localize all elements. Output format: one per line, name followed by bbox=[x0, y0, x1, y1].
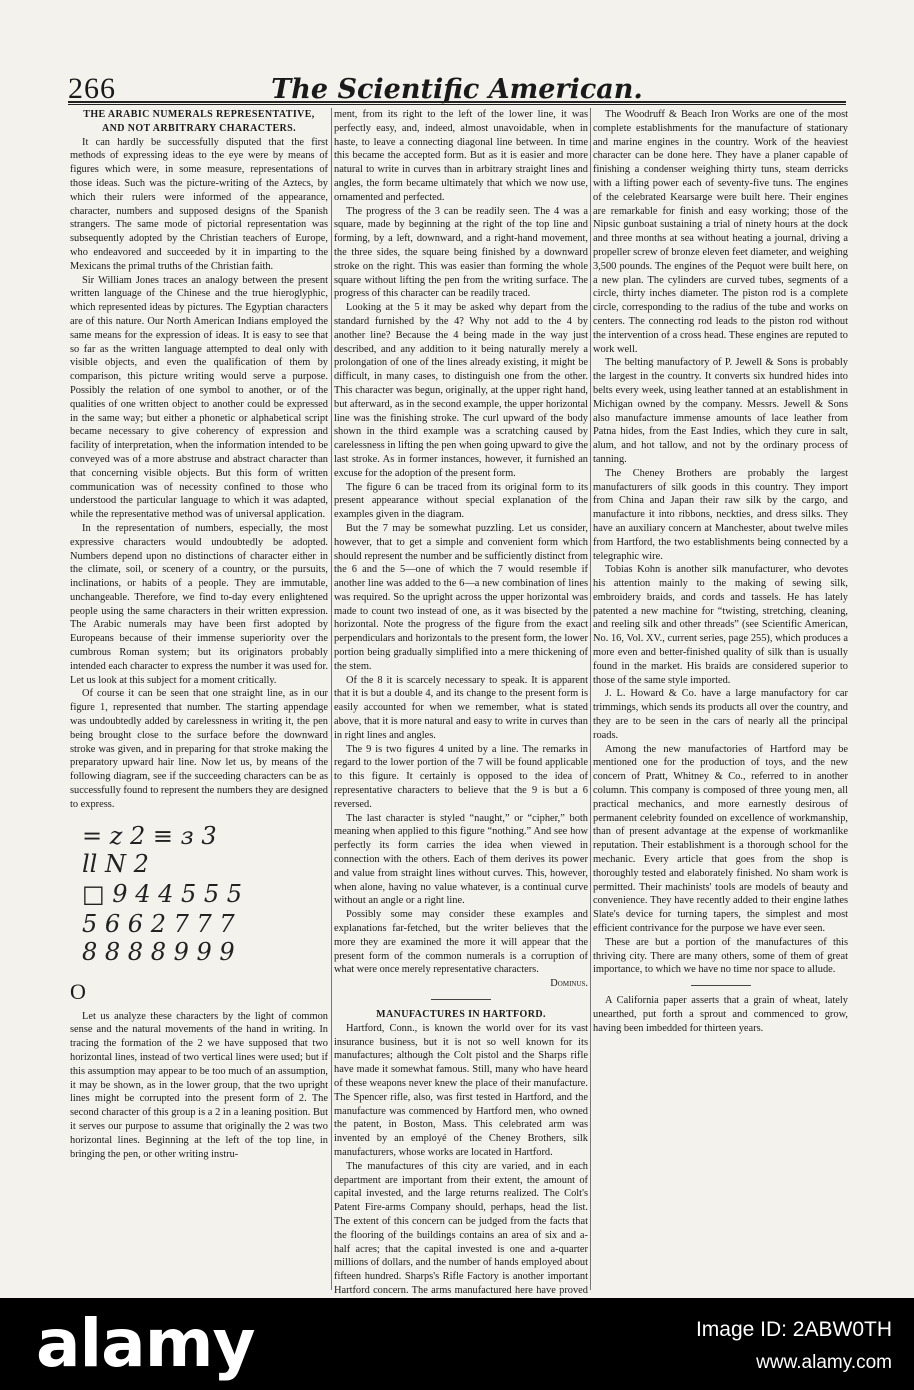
paragraph: Among the new manufactories of Hartford may be mentioned one for the production of toys, and the new concern of Pratt, Whitney & Co., referred to in another column. This company is composed of three young men, all practical mechanics, and more earnestly desirous of permanent celebrity founded on excellence of workmanship, than of present advantage at the expense of workmanlike reputation. Their establishment is a thorough school for the mechanic. Every article that goes from the shop is thoroughly tested and elaborately finished. No sham work is permitted. Their machinists' tools are models of beauty and convenience. They have recently added to their engine lathes Slate's device for turning tapers, the simplest and most efficient contrivance for the purpose we have ever seen. bbox=[593, 743, 848, 935]
paragraph: Tobias Kohn is another silk manufacturer, who devotes his attention mainly to the making of sewing silk, embroidery braids, and cords and tassels. He has lately patented a new machine for “twisting, stretching, cleaning, and reeling silk and other threads” (see Scientific American, No. 16, Vol. XV., current series, page 255), which produces a more even and better-finished quality of silk than is usually found in the market. His braids are considered superior to those of the same style imported. bbox=[593, 564, 848, 686]
diagram-row-3: □ 9 4 4 5 5 5 bbox=[82, 879, 243, 908]
section-divider bbox=[431, 999, 491, 1000]
numerals-diagram bbox=[70, 822, 328, 974]
paragraph: The belting manufactory of P. Jewell & Sons is probably the largest in the country. It converts six hundred hides into belts every week, using leather tanned at an establishment in Michigan owned by the company. Messrs. Jewell & Sons also manufacture immense amounts of lace leather from Patna hides, from the East Indies, which they cure in salt, alum, and hot tallow, and not by the ordinary process of tanning. bbox=[593, 357, 848, 465]
diagram-row-6: O bbox=[70, 978, 86, 1004]
column-2 bbox=[334, 108, 588, 1353]
signature: Dominus. bbox=[550, 978, 588, 990]
paragraph: Looking at the 5 it may be asked why depart from the standard furnished by the 4? Why not add to the 4 by another line? Because the 4 being made in the way just described, and any addition to it being naturally merely a prolongation of one of the lines already existing, it might be difficult, in many cases, to distinguish one from the other. This character was begun, originally, at the upper right hand, but afterward, as in the second example, the upper horizontal line was the finishing stroke. The curl upward of the body shown in the third example was a scratching caused by carelessness in lifting the pen when going upward to give the last stroke. As in former instances, however, it furnished an excuse for the adoption of the present form. bbox=[334, 302, 588, 479]
column-divider bbox=[590, 108, 591, 1290]
paragraph: Of the 8 it is scarcely necessary to speak. It is apparent that it is but a double 4, and its change to the present form is easily accounted for when we remember, what is stated above, that it is more natural and easy to write in curves than in right lines and angles. bbox=[334, 674, 588, 741]
paragraph: J. L. Howard & Co. have a large manufactory for car trimmings, which sends its products all over the country, and they are to be seen in the cars of nearly all the principal roads. bbox=[593, 688, 848, 741]
image-id-label: Image ID: 2ABW0TH bbox=[695, 1318, 892, 1341]
column-1 bbox=[70, 108, 328, 1161]
paragraph: The manufactures of this city are varied, and in each department are important from their extent, the amount of capital invested, and the large returns realized. The Colt's Patent Fire-arms Company should, perhaps, head the list. The extent of this concern can be judged from the facts that the flooring of the buildings contains an area of six and a-half acres; that the capital invested is one and a-quarter millions of dollars, and the number of hands employed about fifteen hundred. Sharps's Rifle Factory is another important Hartford concern. The arms manufactured here have proved bbox=[334, 1160, 588, 1296]
paragraph: But the 7 may be somewhat puzzling. Let us consider, however, that to get a simple and convenient form which should represent the number and be sufficiently distinct from the 6 and the 5—one of which the 7 would resemble if another line was added to the 6—a new combination of lines was required. So the upright across the upper horizontal was made to count two instead of one, as it was bisected by the horizontal. Note the progress of the figure from the exact perpendiculars and horizontals to the present form, the lower portion being gradually simplified into a mere thickening of the stem. bbox=[334, 522, 588, 672]
diagram-row-4: 5 6 6 2 7 7 7 bbox=[82, 909, 235, 938]
paragraph: The Woodruff & Beach Iron Works are one of the most complete establishments for the manufacture of stationary and marine engines in the country. Work of the heaviest character can be done here. They have a planer capable of finishing a condenser weighing thirty tuns, steam derricks with a lifting power each of seventy-five tuns. The engines of the celebrated Kearsarge were built here. Their engines are remarkable for finish and easy working; those of the Nipsic gunboat sustaining a trial of ninety hours at the dock and three months at sea without heating a journal, driving a propeller screw of bronze eleven feet diameter, and weighing 3,500 pounds. The engines of the Pequot were built here, on a new plan. The cylinders are curved tubes, segments of a circle, thirty inches diameter. The piston rod is a complete circle, corresponding to the radius of the tube and works on centers. The connecting rod leads to the piston rod without the intervention of a cross head. These engines are reputed to work well. bbox=[593, 109, 848, 355]
paragraph: The last character is styled “naught,” or “cipher,” both meaning when applied to this figure “nothing.” And see how perfectly its form carries the idea when viewed in connection with the others. Each of them derives its power and value from straight lines without curves. This, however, when alone, having no value whatever, is a continual curve without an angle or a right line. bbox=[334, 812, 588, 907]
numerals-diagram-figure bbox=[70, 822, 328, 974]
paragraph: The 9 is two figures 4 united by a line. The remarks in regard to the lower portion of the 7 will be found applicable to this figure. It certainly is opposed to the idea of representative characters to believe that the 9 is but a 6 reversed. bbox=[334, 743, 588, 810]
column-3 bbox=[593, 108, 848, 1036]
paragraph: These are but a portion of the manufactures of this thriving city. There are many others, some of them of great importance, to which we have no time nor space to allude. bbox=[593, 936, 848, 976]
column-divider bbox=[331, 108, 332, 1290]
alamy-logo: alamy bbox=[36, 1305, 255, 1382]
paragraph: The figure 6 can be traced from its original form to its present appearance without special explanation of the examples given in the diagram. bbox=[334, 481, 588, 521]
paragraph: A California paper asserts that a grain of wheat, lately unearthed, put forth a sprout and commenced to grow, having been imbedded for thirteen years. bbox=[593, 995, 848, 1034]
diagram-row-1: = z 2 ≡ з 3 bbox=[82, 821, 217, 850]
page-number: 266 bbox=[68, 72, 116, 105]
section-divider bbox=[691, 985, 751, 986]
masthead-title: The Scientific American. bbox=[271, 74, 643, 105]
paragraph: The Cheney Brothers are probably the largest manufacturers of silk goods in this country. They import from China and Japan their raw silk by the cargo, and manufacture it into ribbons, neckties, and dress silks. They have an auxiliary concern at Manchester, about twelve miles from Hartford, the two establishments being connected by a telegraphic wire. bbox=[593, 467, 848, 562]
paragraph: Let us analyze these characters by the light of common sense and the natural movements of the hand in writing. In tracing the formation of the 2 we have supposed that two horizontal lines, instead of two vertical lines were used; but if this assumption may appear to be too much of an assumption, it may be shown, as in the lower group, that the two upright lines might be corrupted into the present form of 2. The second character of this group is a 2 in a leaning position. But it serves our purpose to assume that originally the 2 was two horizontal lines. Beginning at the left of the top line, in bringing the pen, or other writing instru- bbox=[70, 1010, 328, 1160]
site-url: www.alamy.com bbox=[756, 1352, 892, 1373]
diagram-row-5: 8 8 8 8 9 9 9 bbox=[82, 937, 235, 966]
paragraph: ment, from its right to the left of the lower line, it was perfectly easy, and, indeed, almost unavoidable, when in haste, to leave a connecting diagonal line between. In time this became the accepted form. But as it is easier and more natural to write in curves than in arbitrary straight lines and angles, the form became ultimately that which we now use, ornamented and perfected. bbox=[334, 109, 588, 203]
paragraph: Possibly some may consider these examples and explanations far-fetched, but the writer believes that the more they are examined the more it will appear that the present form of the common numerals is a corruption of what were once merely representative characters. bbox=[334, 909, 588, 976]
article-title: MANUFACTURES IN HARTFORD. bbox=[376, 1009, 546, 1020]
header-rule bbox=[68, 101, 846, 103]
paragraph: It can hardly be successfully disputed that the first methods of expressing ideas to the eye were by means of figures which were, in some measure, representations of those ideas. Such was the picture-writing of the Aztecs, by which their rulers were informed of the appearance, character, numbers and supposed designs of the Spanish strangers. The same mode of pictorial representation was subsequently adopted by the Christian teachers of Europe, who endeavored and succeeded by it in imparting to the Mexicans the primal truths of the Christian faith. bbox=[70, 136, 328, 272]
article-title: THE ARABIC NUMERALS REPRESENTATIVE, AND NOT ARBITRARY CHARACTERS. bbox=[83, 109, 315, 134]
paragraph: The progress of the 3 can be readily seen. The 4 was a square, made by beginning at the right of the top line and forming, by a left, downward, and a right-hand movement, the three sides, the square being finished by a downward stroke on the right. This was easier than forming the whole square without lifting the pen from the writing surface. The progress of this character can be readily traced. bbox=[334, 205, 588, 300]
paragraph: Of course it can be seen that one straight line, as in our figure 1, represented that number. The starting appendage was undoubtedly added by carelessness in writing it, the pen being brought close to the surface before the downward stroke was given, and in preparing for that stroke making the preparatory upward hair line. Now let us, by means of the following diagram, see if the succeeding characters can be as successfully found to represent the numbers they are designed to express. bbox=[70, 688, 328, 810]
paragraph: Sir William Jones traces an analogy between the present written language of the Chinese and the true hieroglyphic, which represented ideas by pictures. The Egyptian characters are of this nature. Our North American Indians employed the same means for the expression of ideas. It is easy to see that so far as the written language attempted to deal only with visible objects, and even the qualification of them by comparison, this picture writing would serve a purpose. Possibly the relation of one symbol to another, or of the qualities of one written object to another could be expressed in the same way; but either a phonetic or alphabetical script became necessary to give coherency of expression and facility of interpretation, when the information intended to be conveyed was of a more abstruse and abstract character than that concerning visible objects. But this form of written communication was of necessity confined to those who understood the particular language to which it was adapted, while the representative method was of universal application. bbox=[70, 274, 328, 521]
diagram-row-2: ll N 2 bbox=[82, 849, 149, 878]
header-rule-thin bbox=[68, 104, 846, 105]
paragraph: In the representation of numbers, especially, the most expressive characters would undoubtedly be adopted. Numbers depend upon no distinctions of character either in the climate, soil, or scenery of a country, or the pursuits, inclinations, or habits of a people. They are immutable, unchangeable. Therefore, we find to-day every enlightened people using the same characters in their written expression. The Arabic numerals may have been first adopted by Europeans because of their immense superiority over the cumbrous Roman system; but its originators probably intended each character to express the number it was used for. Let us look at this subject for a moment critically. bbox=[70, 522, 328, 686]
paragraph: Hartford, Conn., is known the world over for its vast insurance business, but it is not so well known for its manufactures; although the Colt pistol and the Sharps rifle have made it somewhat famous. Still, many who have heard of these weapons never knew the place of their manufacture. The Spencer rifle, also, was first tested in Hartford, and the manufacture was commenced by Hartford men, who owned the patent, in Boston, Mass. This celebrated arm was invented by an employé of the Cheney Brothers, silk manufacturers, whose works are located in Hartford. bbox=[334, 1022, 588, 1158]
